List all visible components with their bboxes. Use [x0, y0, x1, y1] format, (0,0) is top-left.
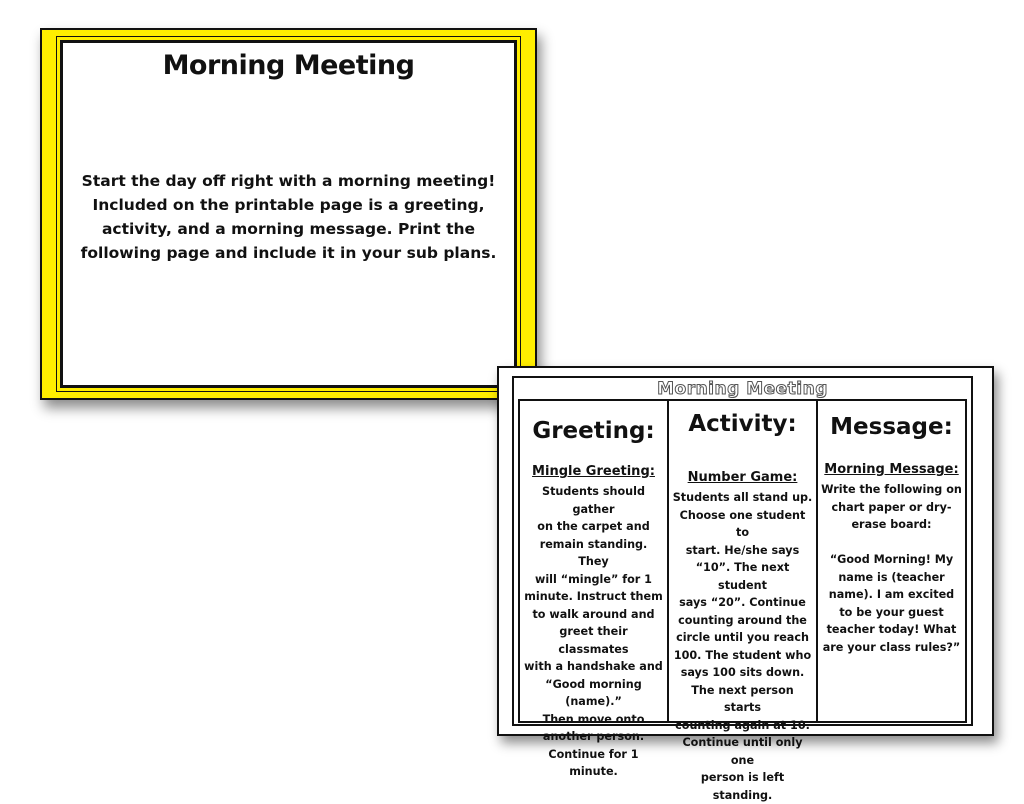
intro-card-inner — [60, 40, 517, 388]
message-text: Write the following on chart paper or dry- erase board: “Good Morning! My name is (teacher name). I am excited to be your guest teacher today! What are your class rules?” — [821, 483, 962, 654]
greeting-text: Students should gather on the carpet and remain standing. They will “mingle” for 1 minute. Instruct them to walk around and greet their classmates with a handshake and “Good morning (name).” Then move onto another person. Continue for 1 minute. — [524, 485, 663, 778]
intro-card-body: Start the day off right with a morning meeting! Included on the printable page is a greeting, activity, and a morning message. Print the following page and include it in your sub plans. — [80, 172, 497, 262]
activity-text: Students all stand up. Choose one student to start. He/she says “10”. The next student says “20”. Continue counting around the circle until you reach 100. The student who says 100 sits down. The next person starts counting again at 10. Continue until only one person is left standing. — [672, 491, 813, 802]
greeting-column — [520, 401, 667, 778]
meeting-table — [518, 399, 967, 802]
message-heading: Message: — [830, 414, 953, 440]
intro-card — [40, 28, 537, 400]
greeting-heading: Greeting: — [532, 418, 655, 444]
activity-subheading: Number Game: — [687, 470, 798, 485]
printable-page-frame — [512, 376, 973, 802]
printable-page-card — [497, 366, 994, 802]
activity-column — [667, 401, 816, 802]
printable-page-title: Morning Meeting — [657, 379, 828, 399]
message-subheading: Morning Message: — [824, 462, 959, 477]
intro-card-title: Morning Meeting — [162, 50, 415, 81]
greeting-subheading: Mingle Greeting: — [532, 464, 655, 479]
message-column — [816, 401, 965, 721]
activity-heading: Activity: — [688, 411, 797, 437]
